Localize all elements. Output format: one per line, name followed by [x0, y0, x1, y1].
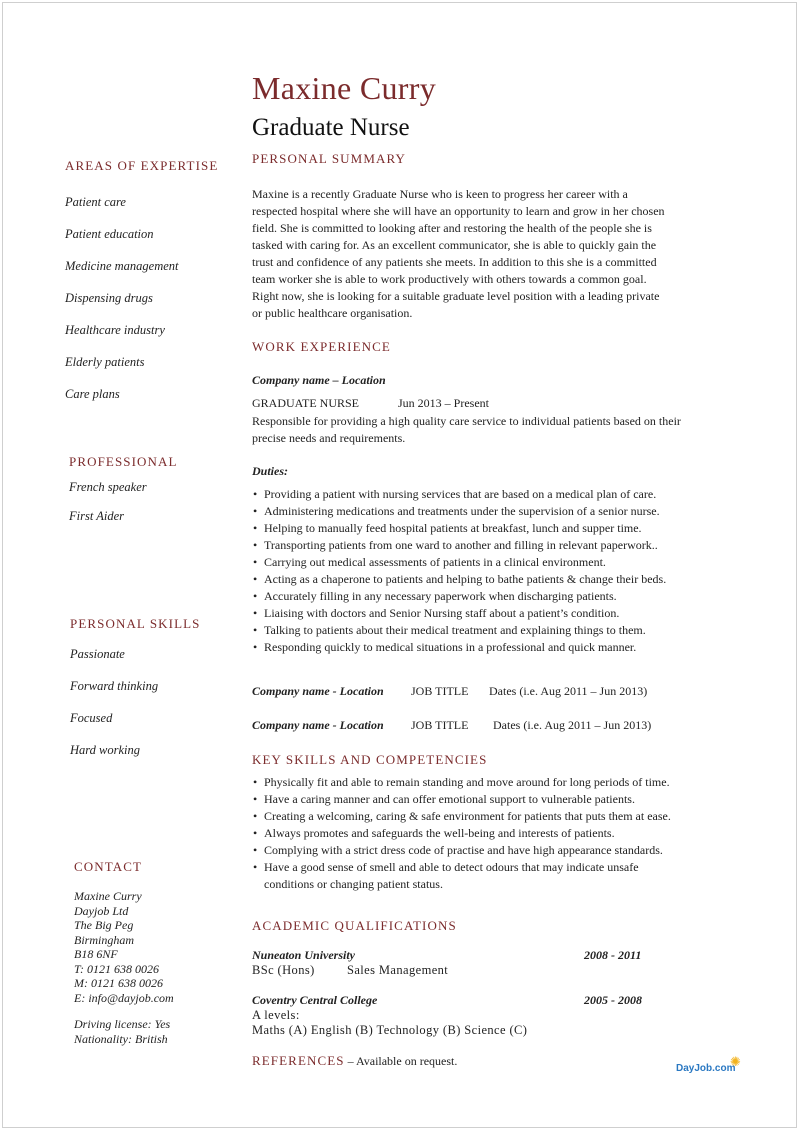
contact-email: E: info@dayjob.com	[74, 990, 174, 1005]
personal-skill-item: Focused	[70, 711, 113, 725]
duty-item: • Talking to patients about their medical treatment and explaining things to them.	[253, 622, 723, 639]
personal-skills-heading: PERSONAL SKILLS	[70, 616, 201, 631]
experience-description	[252, 413, 681, 447]
academic-degree: BSc (Hons)	[252, 963, 315, 977]
academic-qualification: A levels:	[252, 1008, 300, 1022]
summary-line: respected hospital where she will have an opportunity to learn and grow in her chosen	[252, 204, 665, 218]
experience-company: Company name – Location	[252, 373, 386, 387]
expertise-item: Care plans	[65, 387, 120, 401]
duty-item: • Helping to manually feed hospital patients at breakfast, lunch and supper time.	[253, 520, 723, 537]
professional-item: First Aider	[69, 509, 124, 523]
contact-street: The Big Peg	[74, 918, 134, 932]
duties-label: Duties:	[252, 464, 288, 478]
logo-text: DayJob.com	[676, 1063, 736, 1074]
expertise-item: Healthcare industry	[65, 323, 165, 337]
job-title: JOB TITLE	[411, 684, 469, 698]
contact-postcode: B18 6NF	[74, 947, 118, 961]
personal-skill-item: Hard working	[70, 743, 141, 757]
key-skill-item: • Creating a welcoming, caring & safe environment for patients that puts them at ease.	[253, 808, 723, 825]
references-text: – Available on request.	[344, 1054, 458, 1068]
dayjob-logo	[676, 1054, 741, 1074]
contact-extra	[74, 1017, 170, 1046]
key-skill-item: • Have a good sense of smell and able to detect odours that may indicate unsafe	[253, 859, 723, 876]
contact-city: Birmingham	[74, 932, 134, 947]
experience-dates: Jun 2013 – Present	[398, 396, 489, 410]
expertise-item: Patient care	[65, 195, 126, 209]
duty-item: • Carrying out medical assessments of patients in a clinical environment.	[253, 554, 723, 571]
job-company: Company name - Location	[252, 684, 384, 698]
expertise-item: Dispensing drugs	[65, 291, 153, 305]
contact-heading: CONTACT	[74, 859, 143, 874]
key-skill-continuation: conditions or changing patient status.	[264, 877, 443, 891]
summary-line: Right now, she is looking for a suitable graduate level position with a leading private	[252, 289, 660, 303]
key-skill-item: • Have a caring manner and can offer emotional support to vulnerable patients.	[253, 791, 723, 808]
experience-description-line: Responsible for providing a high quality care service to individual patients based on their	[252, 414, 681, 428]
professional-item: French speaker	[69, 480, 147, 494]
candidate-job-title: Graduate Nurse	[252, 114, 410, 141]
summary-heading: PERSONAL SUMMARY	[252, 151, 407, 166]
academic-years: 2005 - 2008	[584, 993, 642, 1007]
sun-icon: ✺	[730, 1054, 741, 1069]
references-heading: REFERENCES	[252, 1053, 345, 1068]
summary-line: field. She is committed to looking after and restoring the health of the people she is	[252, 221, 652, 235]
expertise-item: Patient education	[65, 227, 154, 241]
contact-block	[74, 889, 174, 1005]
academic-heading: ACADEMIC QUALIFICATIONS	[252, 918, 457, 933]
academic-subject: Sales Management	[347, 963, 449, 977]
candidate-name: Maxine Curry	[252, 70, 437, 106]
job-dates: Dates (i.e. Aug 2011 – Jun 2013)	[489, 684, 648, 698]
expertise-heading: AREAS OF EXPERTISE	[65, 158, 219, 173]
expertise-item: Elderly patients	[65, 355, 145, 369]
summary-line: or public healthcare organisation.	[252, 306, 413, 320]
duty-item: • Responding quickly to medical situations in a professional and quick manner.	[253, 639, 723, 656]
academic-institution: Coventry Central College	[252, 993, 378, 1007]
job-title: JOB TITLE	[411, 718, 469, 732]
contact-name: Maxine Curry	[74, 889, 142, 903]
experience-heading: WORK EXPERIENCE	[252, 339, 391, 354]
experience-description-line: precise needs and requirements.	[252, 431, 406, 445]
expertise-item: Medicine management	[65, 259, 179, 273]
key-skills-heading: KEY SKILLS AND COMPETENCIES	[252, 752, 488, 767]
personal-skill-item: Forward thinking	[70, 679, 159, 693]
nationality: Nationality: British	[74, 1031, 168, 1046]
key-skill-item: • Always promotes and safeguards the well-being and interests of patients.	[253, 825, 723, 842]
summary-line: Maxine is a recently Graduate Nurse who is keen to progress her career with a	[252, 187, 628, 201]
key-skill-item: • Complying with a strict dress code of practise and have high appearance standards.	[253, 842, 723, 859]
academic-years: 2008 - 2011	[584, 948, 642, 962]
summary-line: team worker she is able to work productively with others towards a common goal.	[252, 272, 647, 286]
contact-mobile: M: 0121 638 0026	[74, 976, 163, 990]
duty-item: • Liaising with doctors and Senior Nursing staff about a patient’s condition.	[253, 605, 723, 622]
driving-license: Driving license: Yes	[74, 1017, 171, 1031]
job-dates: Dates (i.e. Aug 2011 – Jun 2013)	[493, 718, 652, 732]
duty-item: • Acting as a chaperone to patients and helping to bathe patients & change their beds.	[253, 571, 723, 588]
duty-item: • Transporting patients from one ward to another and filling in relevant paperwork..	[253, 537, 723, 554]
summary-line: trust and confidence of any patients she meets. In addition to this she is a committed	[252, 255, 657, 269]
duty-item: • Accurately filling in any necessary paperwork when discharging patients.	[253, 588, 723, 605]
academic-grades: Maths (A) English (B) Technology (B) Science (C)	[252, 1023, 528, 1037]
academic-institution: Nuneaton University	[252, 948, 356, 962]
duty-item: • Administering medications and treatments under the supervision of a senior nurse.	[253, 503, 723, 520]
references	[252, 1052, 457, 1070]
summary-line: tasked with caring for. As an excellent communicator, she is able to quickly gain the	[252, 238, 657, 252]
job-company: Company name - Location	[252, 718, 384, 732]
experience-role: GRADUATE NURSE	[252, 396, 360, 410]
duty-item: • Providing a patient with nursing services that are based on a medical plan of care.	[253, 486, 723, 503]
summary-paragraph	[252, 186, 665, 322]
personal-skill-item: Passionate	[70, 647, 125, 661]
duties-list	[253, 486, 723, 656]
key-skill-item: • Physically fit and able to remain standing and move around for long periods of time.	[253, 774, 723, 791]
contact-telephone: T: 0121 638 0026	[74, 961, 160, 976]
professional-heading: PROFESSIONAL	[69, 454, 178, 469]
key-skills-list	[253, 774, 723, 876]
contact-company: Dayjob Ltd	[74, 903, 129, 918]
